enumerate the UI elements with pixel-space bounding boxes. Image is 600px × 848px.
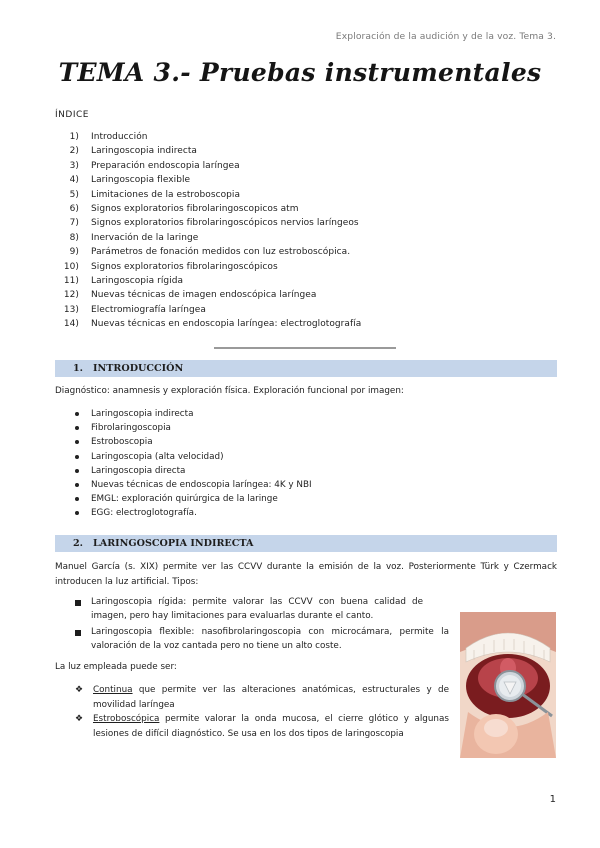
bullet-icon bbox=[75, 455, 79, 459]
toc-number: 1) bbox=[69, 132, 79, 142]
toc-number: 9) bbox=[69, 247, 79, 258]
section-number: 1. bbox=[73, 363, 84, 374]
bullet-icon bbox=[75, 511, 79, 515]
bullet-icon bbox=[75, 440, 79, 444]
toc-number: 11) bbox=[63, 275, 79, 286]
toc-item bbox=[55, 247, 361, 261]
toc-text: Electromiografía laríngea bbox=[91, 304, 206, 315]
square-bullet-icon bbox=[75, 596, 91, 624]
toc-text: Laringoscopia flexible bbox=[91, 175, 191, 186]
running-header: Exploración de la audición y de la voz. Tema 3. bbox=[335, 31, 556, 42]
list-item: Nuevas técnicas de endoscopia laríngea: 4K y NBI bbox=[75, 478, 312, 492]
toc-text: Laringoscopia rígida bbox=[91, 275, 184, 286]
separator-line bbox=[214, 347, 396, 349]
section-number: 2. bbox=[73, 538, 84, 549]
toc-number: 8) bbox=[69, 232, 79, 243]
term: Continua bbox=[93, 685, 133, 695]
bullet-icon bbox=[75, 426, 79, 430]
list-item: EGG: electroglotografía. bbox=[75, 506, 312, 520]
toc-item bbox=[55, 204, 361, 218]
toc-text: Signos exploratorios fibrolaringoscopicos atm bbox=[91, 203, 299, 214]
toc-number: 13) bbox=[63, 304, 79, 315]
toc-item bbox=[55, 218, 361, 232]
bullet-icon bbox=[75, 483, 79, 487]
toc-item bbox=[55, 319, 361, 333]
toc-text: Introducción bbox=[91, 132, 148, 142]
page-title: TEMA 3.- Pruebas instrumentales bbox=[58, 58, 542, 87]
toc-number: 2) bbox=[69, 146, 79, 157]
list-item: Laringoscopia flexible: nasofibrolaringoscopia con microcámara, permite la valoración de la voz cantada pero no tiene un alto coste. bbox=[75, 626, 449, 654]
toc-text: Limitaciones de la estroboscopia bbox=[91, 189, 241, 200]
section1-intro: Diagnóstico: anamnesis y exploración física. Exploración funcional por imagen: bbox=[55, 386, 404, 396]
list-item: ❖ Estroboscópica permite valorar la onda mucosa, el cierre glótico y algunas lesiones de difícil diagnóstico. Se usa en los dos tipos de laringoscopia bbox=[75, 712, 449, 741]
diamond-bullet-icon: ❖ bbox=[75, 685, 84, 695]
section-heading-laringoscopia-indirecta bbox=[55, 535, 557, 552]
toc-item bbox=[55, 161, 361, 175]
toc-item bbox=[55, 290, 361, 304]
section1-list bbox=[75, 407, 312, 521]
list-item: Laringoscopia (alta velocidad) bbox=[75, 450, 312, 464]
toc-text: Nuevas técnicas de imagen endoscópica laríngea bbox=[91, 290, 317, 301]
section-title: INTRODUCCIÓN bbox=[93, 363, 184, 374]
list-item: Fibrolaringoscopia bbox=[75, 421, 312, 435]
toc-number: 12) bbox=[63, 290, 79, 301]
toc-number: 14) bbox=[63, 319, 79, 330]
bullet-icon bbox=[75, 497, 79, 501]
square-bullet-icon bbox=[75, 626, 91, 654]
toc-number: 6) bbox=[69, 203, 79, 214]
toc-text: Nuevas técnicas en endoscopia laríngea: electroglotografía bbox=[91, 319, 362, 330]
list-item: Laringoscopia rígida: permite valorar las CCVV con buena calidad de imagen, pero hay limitaciones para evaluarlas durante el canto. bbox=[75, 596, 423, 624]
toc-item bbox=[55, 175, 361, 189]
toc-text: Signos exploratorios fibrolaringoscópicos bbox=[91, 261, 278, 272]
list-item: Laringoscopia directa bbox=[75, 464, 312, 478]
toc-number: 4) bbox=[69, 175, 79, 186]
list-item: EMGL: exploración quirúrgica de la laringe bbox=[75, 492, 312, 506]
toc-number: 5) bbox=[69, 189, 79, 200]
light-intro: La luz empleada puede ser: bbox=[55, 662, 177, 672]
toc-number: 10) bbox=[63, 261, 79, 272]
section2-intro: Manuel García (s. XIX) permite ver las CCVV durante la emisión de la voz. Posteriormente Türk y Czermack introducen la luz artificial. Tipos: bbox=[55, 562, 557, 587]
list-item: ❖ Continua que permite ver las alteraciones anatómicas, estructurales y de movilidad laríngea bbox=[75, 683, 449, 712]
toc-text: Signos exploratorios fibrolaringoscópicos nervios laríngeos bbox=[91, 218, 359, 229]
toc-item bbox=[55, 276, 361, 290]
toc-item bbox=[55, 146, 361, 160]
toc-item bbox=[55, 233, 361, 247]
toc-text: Inervación de la laringe bbox=[91, 232, 199, 243]
bullet-icon bbox=[75, 412, 79, 416]
toc-text: Laringoscopia indirecta bbox=[91, 146, 197, 157]
bullet-icon bbox=[75, 469, 79, 473]
page-number: 1 bbox=[549, 794, 556, 805]
toc-item bbox=[55, 190, 361, 204]
toc-item bbox=[55, 305, 361, 319]
toc-item bbox=[55, 132, 361, 146]
toc-number: 7) bbox=[69, 218, 79, 229]
list-item: Estroboscopia bbox=[75, 435, 312, 449]
term: Estroboscópica bbox=[93, 714, 160, 724]
section-heading-introduccion bbox=[55, 360, 557, 377]
toc-item bbox=[55, 262, 361, 276]
index-heading: ÍNDICE bbox=[55, 110, 89, 120]
toc-text: Preparación endoscopia laríngea bbox=[91, 160, 240, 171]
toc-number: 3) bbox=[69, 160, 79, 171]
section-title: LARINGOSCOPIA INDIRECTA bbox=[93, 538, 254, 549]
laryngoscopy-illustration bbox=[460, 612, 556, 758]
table-of-contents bbox=[55, 132, 361, 333]
diamond-bullet-icon: ❖ bbox=[75, 714, 84, 724]
list-item: Laringoscopia indirecta bbox=[75, 407, 312, 421]
toc-text: Parámetros de fonación medidos con luz estroboscópica. bbox=[91, 247, 351, 258]
